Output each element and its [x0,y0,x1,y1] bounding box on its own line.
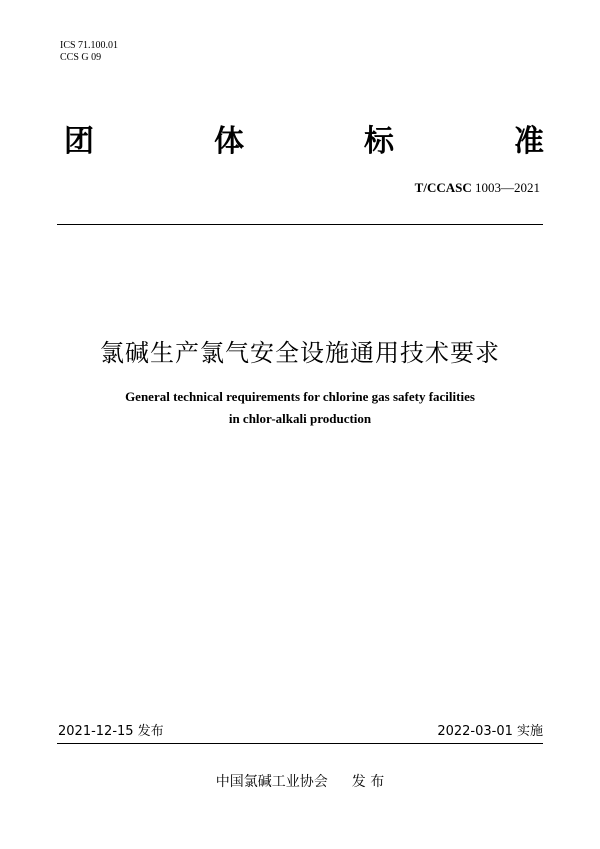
ics-code: ICS 71.100.01 [60,40,119,51]
publisher-name: 中国氯碱工业协会 [215,774,328,790]
english-title-line-1: General technical requirements for chlorine gas safety facilities [125,389,475,404]
chinese-title: 氯碱生产氯气安全设施通用技术要求 [100,339,500,367]
bottom-divider [57,743,543,744]
standard-number-prefix: T/CCASC [414,180,472,195]
english-title-line-2: in chlor-alkali production [228,411,372,426]
publisher-action: 发 布 [351,774,385,790]
document-type-heading [64,120,544,164]
standard-number [415,180,540,196]
issue-date: 2021-12-15 发布 [58,724,164,739]
publisher-line [0,772,600,792]
implementation-date: 2022-03-01 实施 [437,724,543,739]
standard-number-value: 1003—2021 [475,180,540,195]
doc-type-char: 标 [364,124,394,159]
top-divider [57,224,543,225]
doc-type-char: 体 [214,124,244,159]
doc-type-char: 准 [514,124,544,159]
doc-type-char: 团 [64,124,94,159]
ccs-code: CCS G 09 [60,52,102,63]
